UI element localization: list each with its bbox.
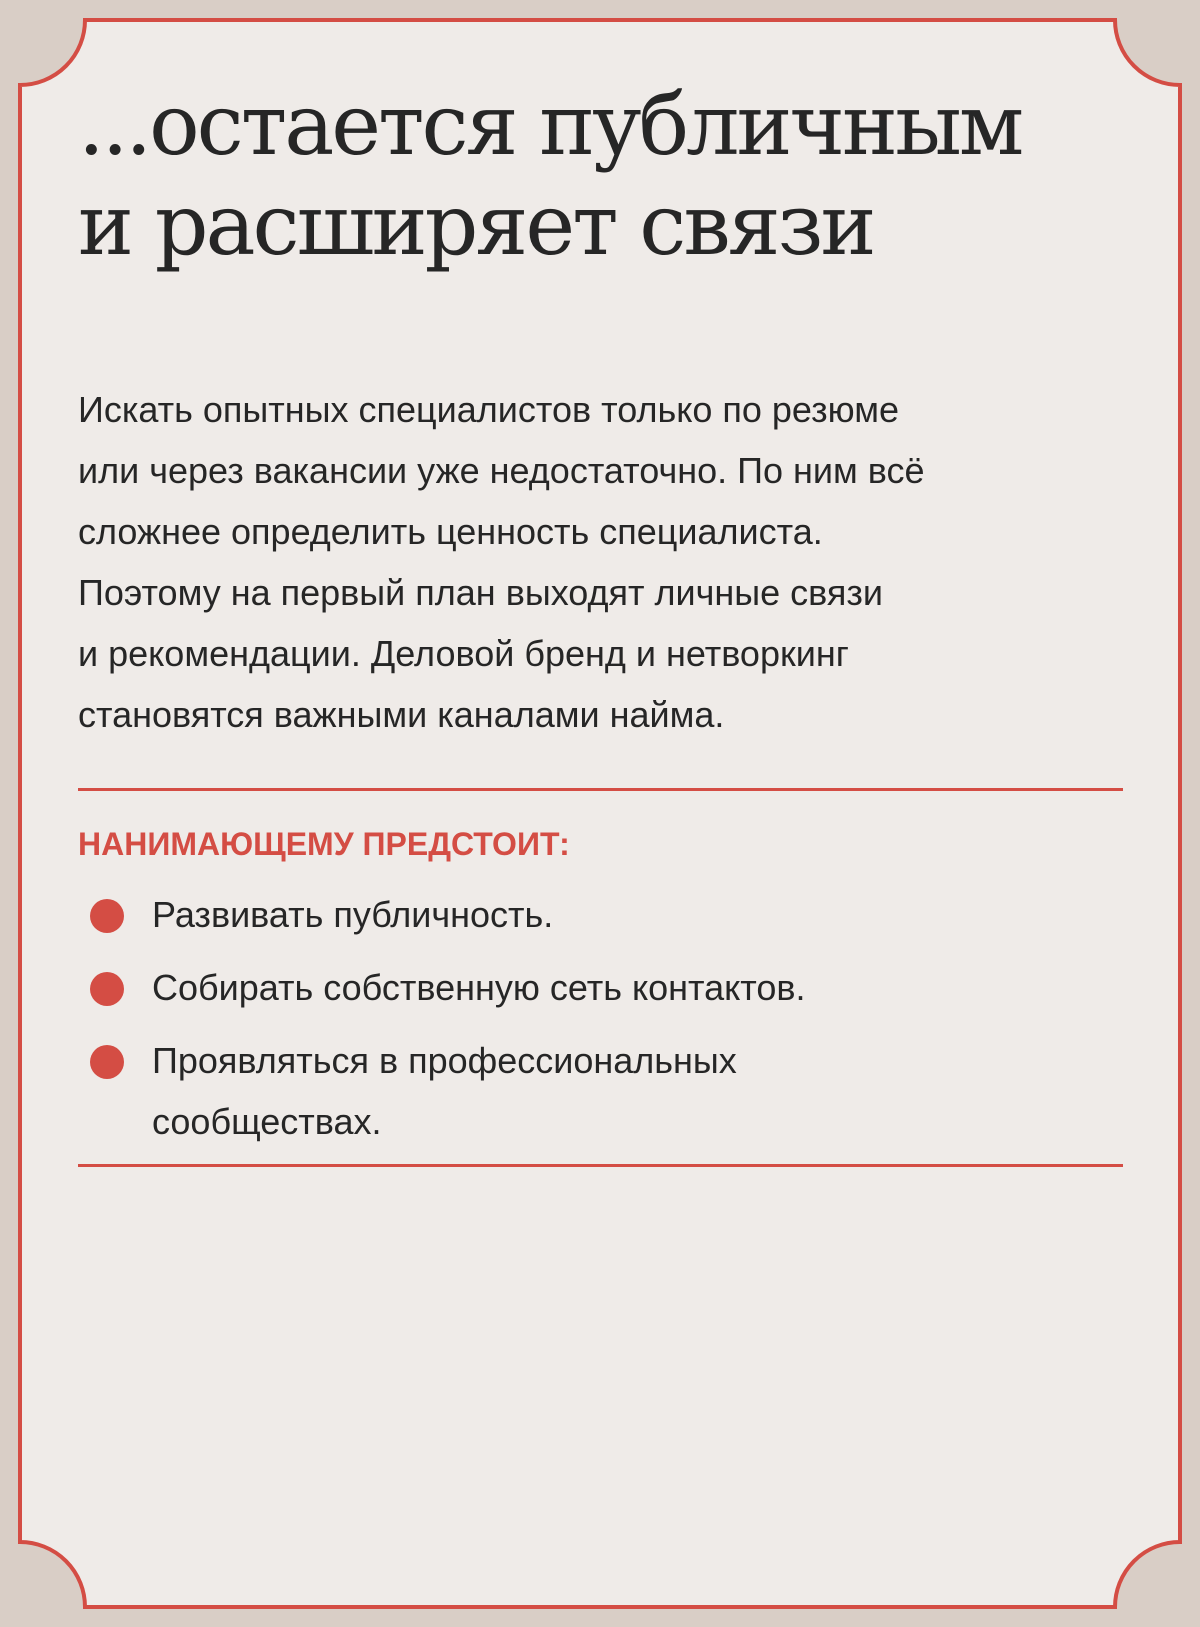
list-item bbox=[78, 1030, 1123, 1152]
body-line-4: Поэтому на первый план выходят личные связи bbox=[78, 572, 883, 613]
section-heading: НАНИМАЮЩЕМУ ПРЕДСТОИТ: bbox=[78, 826, 570, 862]
card-content bbox=[78, 75, 1123, 1167]
list-item-text: сообществах. bbox=[152, 1101, 382, 1142]
page-title bbox=[78, 75, 1123, 275]
bullet-dot-icon bbox=[90, 1045, 124, 1079]
divider-top bbox=[78, 788, 1123, 791]
list-item bbox=[78, 957, 1123, 1018]
bullet-dot-icon bbox=[90, 972, 124, 1006]
list-item bbox=[78, 884, 1123, 945]
title-line-1: ...остается публичным bbox=[78, 76, 1022, 174]
body-line-1: Искать опытных специалистов только по резюме bbox=[78, 389, 900, 430]
bullet-dot-icon bbox=[90, 899, 124, 933]
list-item-text: Развивать публичность. bbox=[152, 894, 554, 935]
bullet-list bbox=[78, 884, 1123, 1152]
body-paragraph bbox=[78, 379, 1123, 745]
list-item-text: Собирать собственную сеть контактов. bbox=[152, 967, 806, 1008]
list-item-text: Проявляться в профессиональных bbox=[152, 1040, 737, 1081]
body-line-3: сложнее определить ценность специалиста. bbox=[78, 511, 823, 552]
title-line-2: и расширяет связи bbox=[78, 176, 874, 274]
divider-bottom bbox=[78, 1164, 1123, 1167]
body-line-6: становятся важными каналами найма. bbox=[78, 694, 725, 735]
body-line-5: и рекомендации. Деловой бренд и нетворкинг bbox=[78, 633, 849, 674]
body-line-2: или через вакансии уже недостаточно. По ним всё bbox=[78, 450, 925, 491]
